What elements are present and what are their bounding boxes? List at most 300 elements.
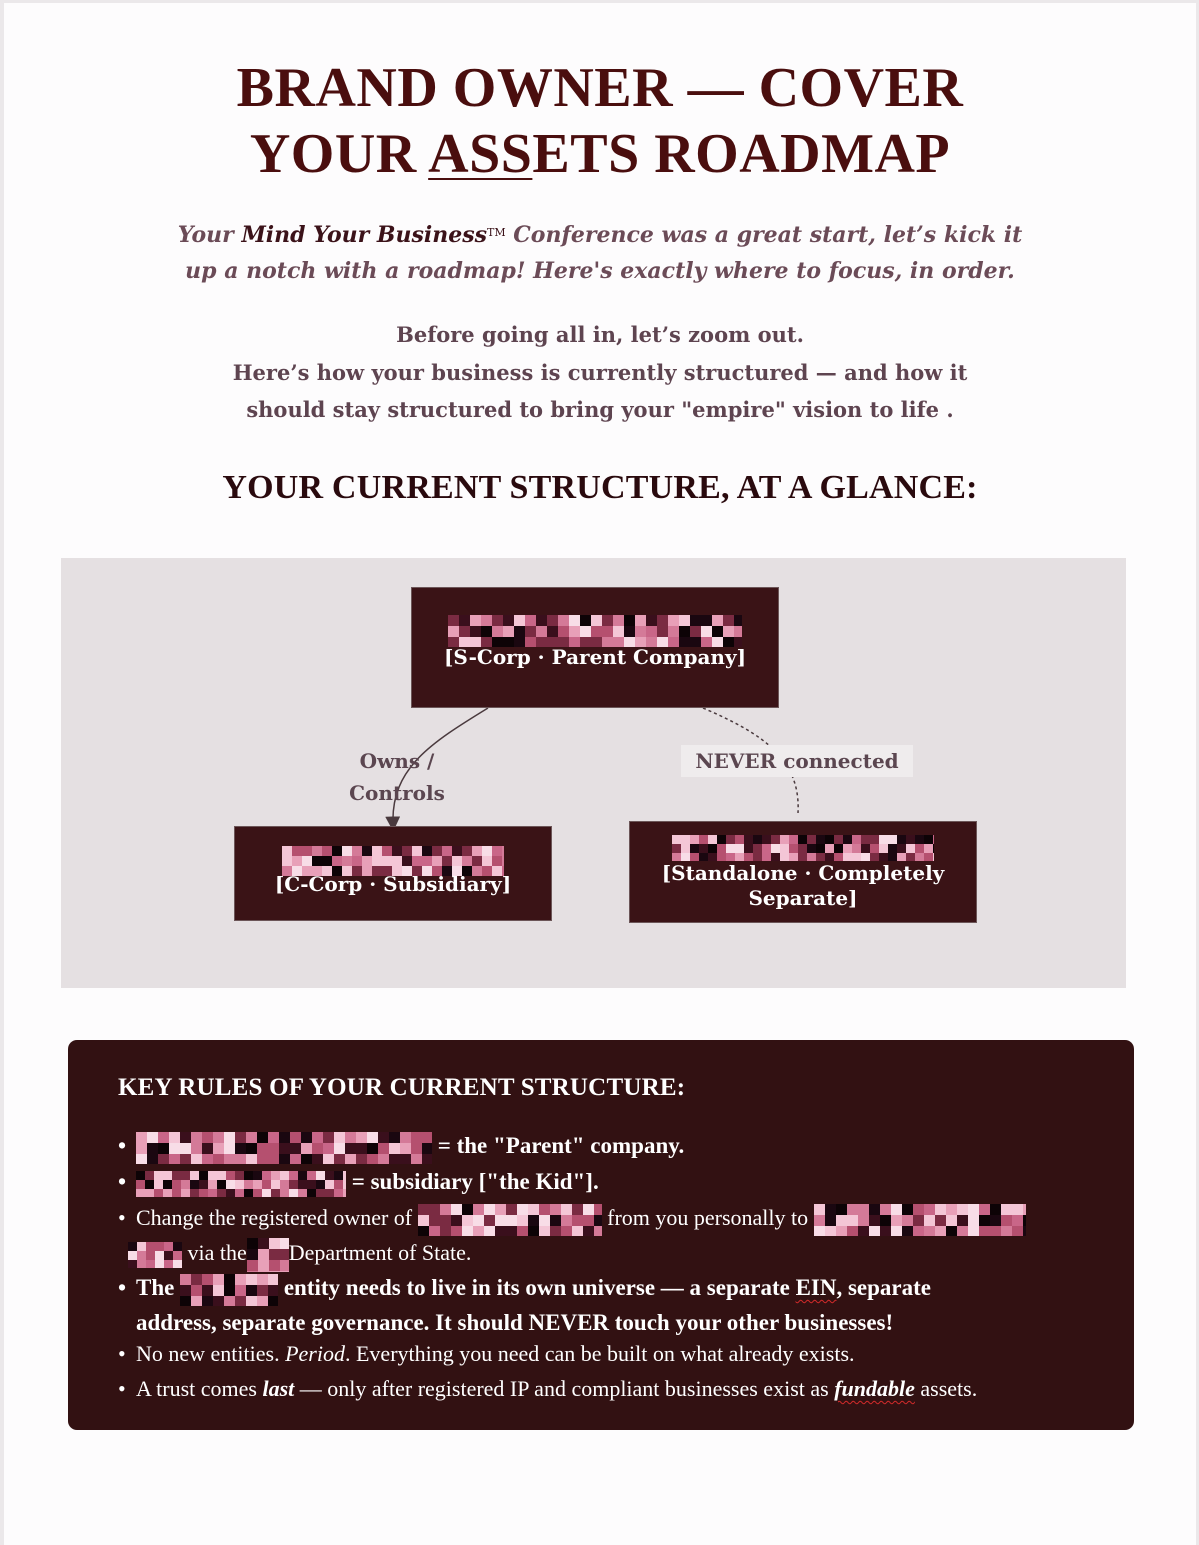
title-line-1: BRAND OWNER — COVER [236,57,964,119]
subsidiary-box [234,826,552,921]
redaction-pixel [701,626,712,637]
redaction-pixel [289,1180,298,1189]
redaction-pixel [852,835,861,844]
redaction-pixel [244,1180,253,1189]
redaction-pixel [591,626,602,637]
brand-name: Mind Your Business [241,222,487,248]
redaction-pixel [528,1215,539,1226]
redaction-pixel [503,626,514,637]
redaction-pixel [517,1215,528,1226]
redaction-pixel [282,856,292,866]
redaction-pixel [924,1215,935,1226]
redaction-pixel [484,1226,495,1236]
redaction-pixel [334,1132,345,1143]
redaction-pixel [906,853,915,861]
redaction-pixel [726,853,735,861]
intro-text [154,215,1046,289]
rule-no-new-emphasis: Period [285,1341,345,1366]
redaction-pixel [322,846,332,856]
rule-no-new-text-a: No new entities. [136,1341,286,1366]
redaction-pixel [316,1171,325,1180]
redaction-pixel [668,626,679,637]
redaction-pixel [257,1143,268,1154]
redaction-pixel [547,615,558,626]
redaction-pixel [672,853,681,861]
redaction-pixel [861,835,870,844]
redaction-pixel [726,844,735,853]
redaction-pixel [528,1204,539,1215]
redaction-pixel [244,1171,253,1180]
redaction-pixel [852,853,861,861]
redaction-pixel [271,1171,280,1180]
redaction-pixel [247,1238,258,1249]
redaction-pixel [613,626,624,637]
redaction-pixel [213,1285,224,1296]
redaction-pixel [448,626,459,637]
redaction-pixel [334,1154,345,1164]
redaction-pixel [378,1154,389,1164]
redaction-pixel [924,844,933,853]
redaction-pixel [332,846,342,856]
redaction-pixel [861,844,870,853]
redaction-pixel [378,1132,389,1143]
intro-suffix: Conference was a great start, let’s kick it [505,222,1023,248]
redaction-pixel [681,844,690,853]
redaction-pixel [726,835,735,844]
redaction-pixel [506,1226,517,1236]
redaction-pixel [367,1154,378,1164]
redaction-pixel [440,1204,451,1215]
redaction-pixel [181,1171,190,1180]
redaction-pixel [301,1143,312,1154]
redaction-pixel [224,1132,235,1143]
redaction-pixel [708,853,717,861]
redaction-pixel [780,835,789,844]
rule-change-owner-text-d: Department of State. [288,1240,472,1265]
redaction-pixel [699,835,708,844]
trademark-mark: TM [487,226,506,239]
redaction-pixel [514,615,525,626]
redaction-pixel [753,835,762,844]
redaction-pixel [269,1238,280,1249]
redaction-pixel [268,1285,278,1296]
redaction-pixel [946,1204,957,1215]
redaction-pixel [539,1215,550,1226]
redaction-pixel [191,1132,202,1143]
redaction-pixel [528,1226,539,1236]
redaction-pixel [172,1189,181,1197]
redaction-pixel [235,1274,246,1285]
redaction-pixel [561,1215,572,1226]
redaction-pixel [217,1189,226,1197]
redaction-pixel [624,615,635,626]
redaction-pixel [957,1215,968,1226]
redaction-pixel [870,844,879,853]
redaction-pixel [879,835,888,844]
redaction-pixel [418,1204,429,1215]
redaction-pixel [712,626,723,637]
redaction-pixel [1001,1215,1012,1226]
redaction-pixel [753,853,762,861]
redaction-pixel [915,853,924,861]
rule-separate-universe [118,1270,1078,1340]
redaction-pixel [836,1204,847,1215]
redaction-pixel [191,1274,202,1285]
redaction-pixel [279,1132,290,1143]
redaction-pixel [418,1215,429,1226]
redaction-pixel [484,1204,495,1215]
redaction-pixel [298,1180,307,1189]
redaction-pixel [880,1226,891,1236]
ein-term: EIN [795,1275,837,1300]
bullet: • [118,1205,126,1230]
redaction-pixel [202,1274,213,1285]
redaction-pixel [1001,1226,1012,1236]
redaction-pixel [169,1143,180,1154]
redaction-pixel [495,1204,506,1215]
redaction-pixel [147,1143,158,1154]
redaction-pixel [635,615,646,626]
redaction-pixel [470,626,481,637]
redaction-pixel [163,1189,172,1197]
redaction-pixel [814,1226,825,1236]
redaction-pixel [290,1143,301,1154]
redaction-pixel [312,1143,323,1154]
redaction-pixel [734,626,742,637]
redaction-pixel [208,1180,217,1189]
redaction-pixel [933,835,934,844]
rule-trust-text-b: — only after registered IP and compliant businesses exist as [294,1376,835,1401]
redaction-pixel [935,1226,946,1236]
redaction-pixel [356,1132,367,1143]
bullet: • [118,1376,126,1401]
redaction-pixel [708,844,717,853]
redaction-pixel [362,846,372,856]
redaction-pixel [825,1226,836,1236]
redaction-pixel [482,856,492,866]
redaction-pixel [798,853,807,861]
redaction-pixel [462,1215,473,1226]
redaction-pixel [191,1143,202,1154]
redaction-pixel [492,626,503,637]
redaction-pixel [213,1274,224,1285]
redaction-pixel [472,856,482,866]
redaction-pixel [224,1154,235,1164]
redaction-pixel [154,1171,163,1180]
redaction-pixel [780,844,789,853]
redaction-pixel [762,844,771,853]
redaction-pixel [836,1215,847,1226]
redaction-pixel [473,1226,484,1236]
redaction-pixel [594,1204,602,1215]
redaction-pixel [933,844,934,853]
redaction-pixel [847,1204,858,1215]
redaction-pixel [316,1180,325,1189]
redaction-pixel [789,835,798,844]
redaction-pixel [771,844,780,853]
redaction-pixel [235,1171,244,1180]
redaction-pixel [392,856,402,866]
rule-trust-text-a: A trust comes [136,1376,263,1401]
redaction-pixel [968,1226,979,1236]
redaction-pixel [657,615,668,626]
redaction-pixel [213,1143,224,1154]
redaction-pixel [744,835,753,844]
redaction-pixel [343,1180,346,1189]
redaction-pixel [897,844,906,853]
redaction-pixel [372,846,382,856]
redaction-pixel [594,1215,602,1226]
redaction-pixel [169,1154,180,1164]
key-rules-heading: KEY RULES OF YOUR CURRENT STRUCTURE: [118,1074,686,1101]
redaction-pixel [946,1215,957,1226]
title-line-2 [4,121,1196,187]
redaction-pixel [440,1215,451,1226]
redaction-pixel [613,615,624,626]
redaction-pixel [583,1215,594,1226]
redaction-pixel [136,1132,147,1143]
redaction-pixel [411,1154,422,1164]
redaction-pixel [672,844,681,853]
redaction-pixel [257,1274,268,1285]
redaction-pixel [888,844,897,853]
redaction-pixel [712,615,723,626]
redaction-pixel [147,1132,158,1143]
redaction-pixel [246,1143,257,1154]
redaction-pixel [717,835,726,844]
section-heading: YOUR CURRENT STRUCTURE, AT A GLANCE: [222,469,978,506]
redaction-pixel [807,835,816,844]
bullet: • [118,1169,127,1194]
redaction-pixel [180,1132,191,1143]
redaction-pixel [334,1171,343,1180]
rule-change-owner-text-c: via the [187,1240,247,1265]
redaction-pixel [979,1215,990,1226]
rule-trust-emphasis: last [262,1376,295,1401]
redaction-pixel [891,1226,902,1236]
redaction-pixel [699,844,708,853]
redaction-pixel [246,1285,257,1296]
redaction-pixel [924,853,933,861]
redaction-pixel [798,835,807,844]
redaction-pixel [199,1189,208,1197]
redaction-pixel [861,853,870,861]
redaction-pixel [389,1132,400,1143]
redaction-pixel [679,615,690,626]
redaction-pixel [690,615,701,626]
redaction-pixel [583,1226,594,1236]
redaction-pixel [646,626,657,637]
fundable-term: fundable [834,1376,915,1401]
redaction-pixel [847,1226,858,1236]
redaction-pixel [572,1215,583,1226]
redaction-pixel [316,1189,325,1197]
redaction-pixel [352,856,362,866]
redaction-pixel [561,1226,572,1236]
redaction-pixel [690,844,699,853]
rule-no-new-text-b: . Everything you need can be built on what already exists. [344,1341,855,1366]
redaction-pixel [470,615,481,626]
redaction-pixel [257,1154,268,1164]
redaction-pixel [990,1215,1001,1226]
redaction-pixel [798,844,807,853]
redaction-pixel [334,1180,343,1189]
redaction-pixel [412,856,422,866]
redaction-pixel [378,1143,389,1154]
redaction-pixel [681,853,690,861]
redaction-pixel [913,1204,924,1215]
redaction-pixel [946,1226,957,1236]
redaction-pixel [762,853,771,861]
redaction-pixel [325,1189,334,1197]
redaction-pixel [332,856,342,866]
redaction-pixel [268,1154,279,1164]
redaction-pixel [550,1226,561,1236]
redaction-pixel [280,1171,289,1180]
redaction-pixel [202,1132,213,1143]
redacted-entity-2 [136,1171,346,1197]
redaction-pixel [235,1143,246,1154]
redaction-pixel [462,846,472,856]
redaction-pixel [429,1204,440,1215]
bullet: • [118,1133,127,1158]
redaction-pixel [583,1204,594,1215]
redaction-pixel [897,835,906,844]
redaction-pixel [495,1215,506,1226]
redaction-pixel [356,1143,367,1154]
redaction-pixel [190,1189,199,1197]
redaction-pixel [202,1143,213,1154]
redaction-pixel [181,1180,190,1189]
redaction-pixel [262,1171,271,1180]
redaction-pixel [814,1215,825,1226]
redaction-pixel [762,835,771,844]
redaction-pixel [935,1204,946,1215]
redaction-pixel [279,1143,290,1154]
redacted-parent-name [448,615,742,647]
redaction-pixel [235,1154,246,1164]
standalone-box [629,821,977,923]
redaction-pixel [226,1189,235,1197]
redaction-pixel [298,1171,307,1180]
redaction-pixel [432,846,442,856]
redaction-pixel [345,1154,356,1164]
redaction-pixel [569,615,580,626]
redaction-pixel [268,1132,279,1143]
redacted-standalone-name [672,835,934,861]
redaction-pixel [213,1132,224,1143]
redaction-pixel [869,1215,880,1226]
redaction-pixel [136,1171,145,1180]
redaction-pixel [334,1143,345,1154]
redaction-pixel [382,856,392,866]
redaction-pixel [668,615,679,626]
redaction-pixel [825,853,834,861]
redaction-pixel [290,1154,301,1164]
redaction-pixel [180,1143,191,1154]
bullet: • [118,1275,127,1300]
redaction-pixel [257,1285,268,1296]
redaction-pixel [1023,1226,1026,1236]
redaction-pixel [807,844,816,853]
redaction-pixel [224,1274,235,1285]
redaction-pixel [312,846,322,856]
redaction-pixel [594,1226,602,1236]
redaction-pixel [679,626,690,637]
redaction-pixel [244,1189,253,1197]
redaction-pixel [164,1242,173,1251]
redaction-pixel [169,1132,180,1143]
redaction-pixel [462,856,472,866]
redaction-pixel [924,835,933,844]
redaction-pixel [734,615,742,626]
redaction-pixel [191,1154,202,1164]
redaction-pixel [280,1189,289,1197]
redaction-pixel [290,1132,301,1143]
redaction-pixel [834,835,843,844]
rule-change-owner-text-a: Change the registered owner of [136,1205,413,1230]
redaction-pixel [155,1260,164,1268]
redaction-pixel [536,615,547,626]
redaction-pixel [624,626,635,637]
redaction-pixel [825,844,834,853]
redaction-pixel [789,853,798,861]
redaction-pixel [902,1226,913,1236]
redaction-pixel [343,1171,346,1180]
redaction-pixel [602,626,613,637]
redaction-pixel [302,856,312,866]
edge-label-never: NEVER connected [681,745,913,777]
redaction-pixel [891,1215,902,1226]
redaction-pixel [158,1143,169,1154]
redaction-pixel [915,835,924,844]
redaction-pixel [137,1242,146,1251]
redaction-pixel [136,1143,147,1154]
redaction-pixel [572,1204,583,1215]
redaction-pixel [400,1143,411,1154]
parent-company-label: [S-Corp · Parent Company] [443,645,747,669]
redaction-pixel [744,844,753,853]
redaction-pixel [558,615,569,626]
redaction-pixel [253,1180,262,1189]
redaction-pixel [690,626,701,637]
redaction-pixel [235,1180,244,1189]
standalone-label-line-2: Separate] [748,886,858,910]
redaction-pixel [282,846,292,856]
bullet: • [118,1341,126,1366]
redaction-pixel [345,1143,356,1154]
redaction-pixel [472,846,482,856]
redaction-pixel [979,1226,990,1236]
redaction-pixel [389,1143,400,1154]
redaction-pixel [298,1189,307,1197]
redaction-pixel [146,1260,155,1268]
redaction-pixel [372,856,382,866]
redaction-pixel [550,1204,561,1215]
redaction-pixel [701,615,712,626]
redaction-pixel [155,1242,164,1251]
rule-universe-text-c: , separate [836,1275,931,1300]
redaction-pixel [163,1171,172,1180]
page-title [4,55,1196,187]
redaction-pixel [190,1180,199,1189]
redaction-pixel [208,1189,217,1197]
redaction-pixel [343,1189,346,1197]
redaction-pixel [367,1132,378,1143]
rule-change-owner [118,1200,1078,1270]
redaction-pixel [268,1274,278,1285]
redaction-pixel [400,1132,411,1143]
